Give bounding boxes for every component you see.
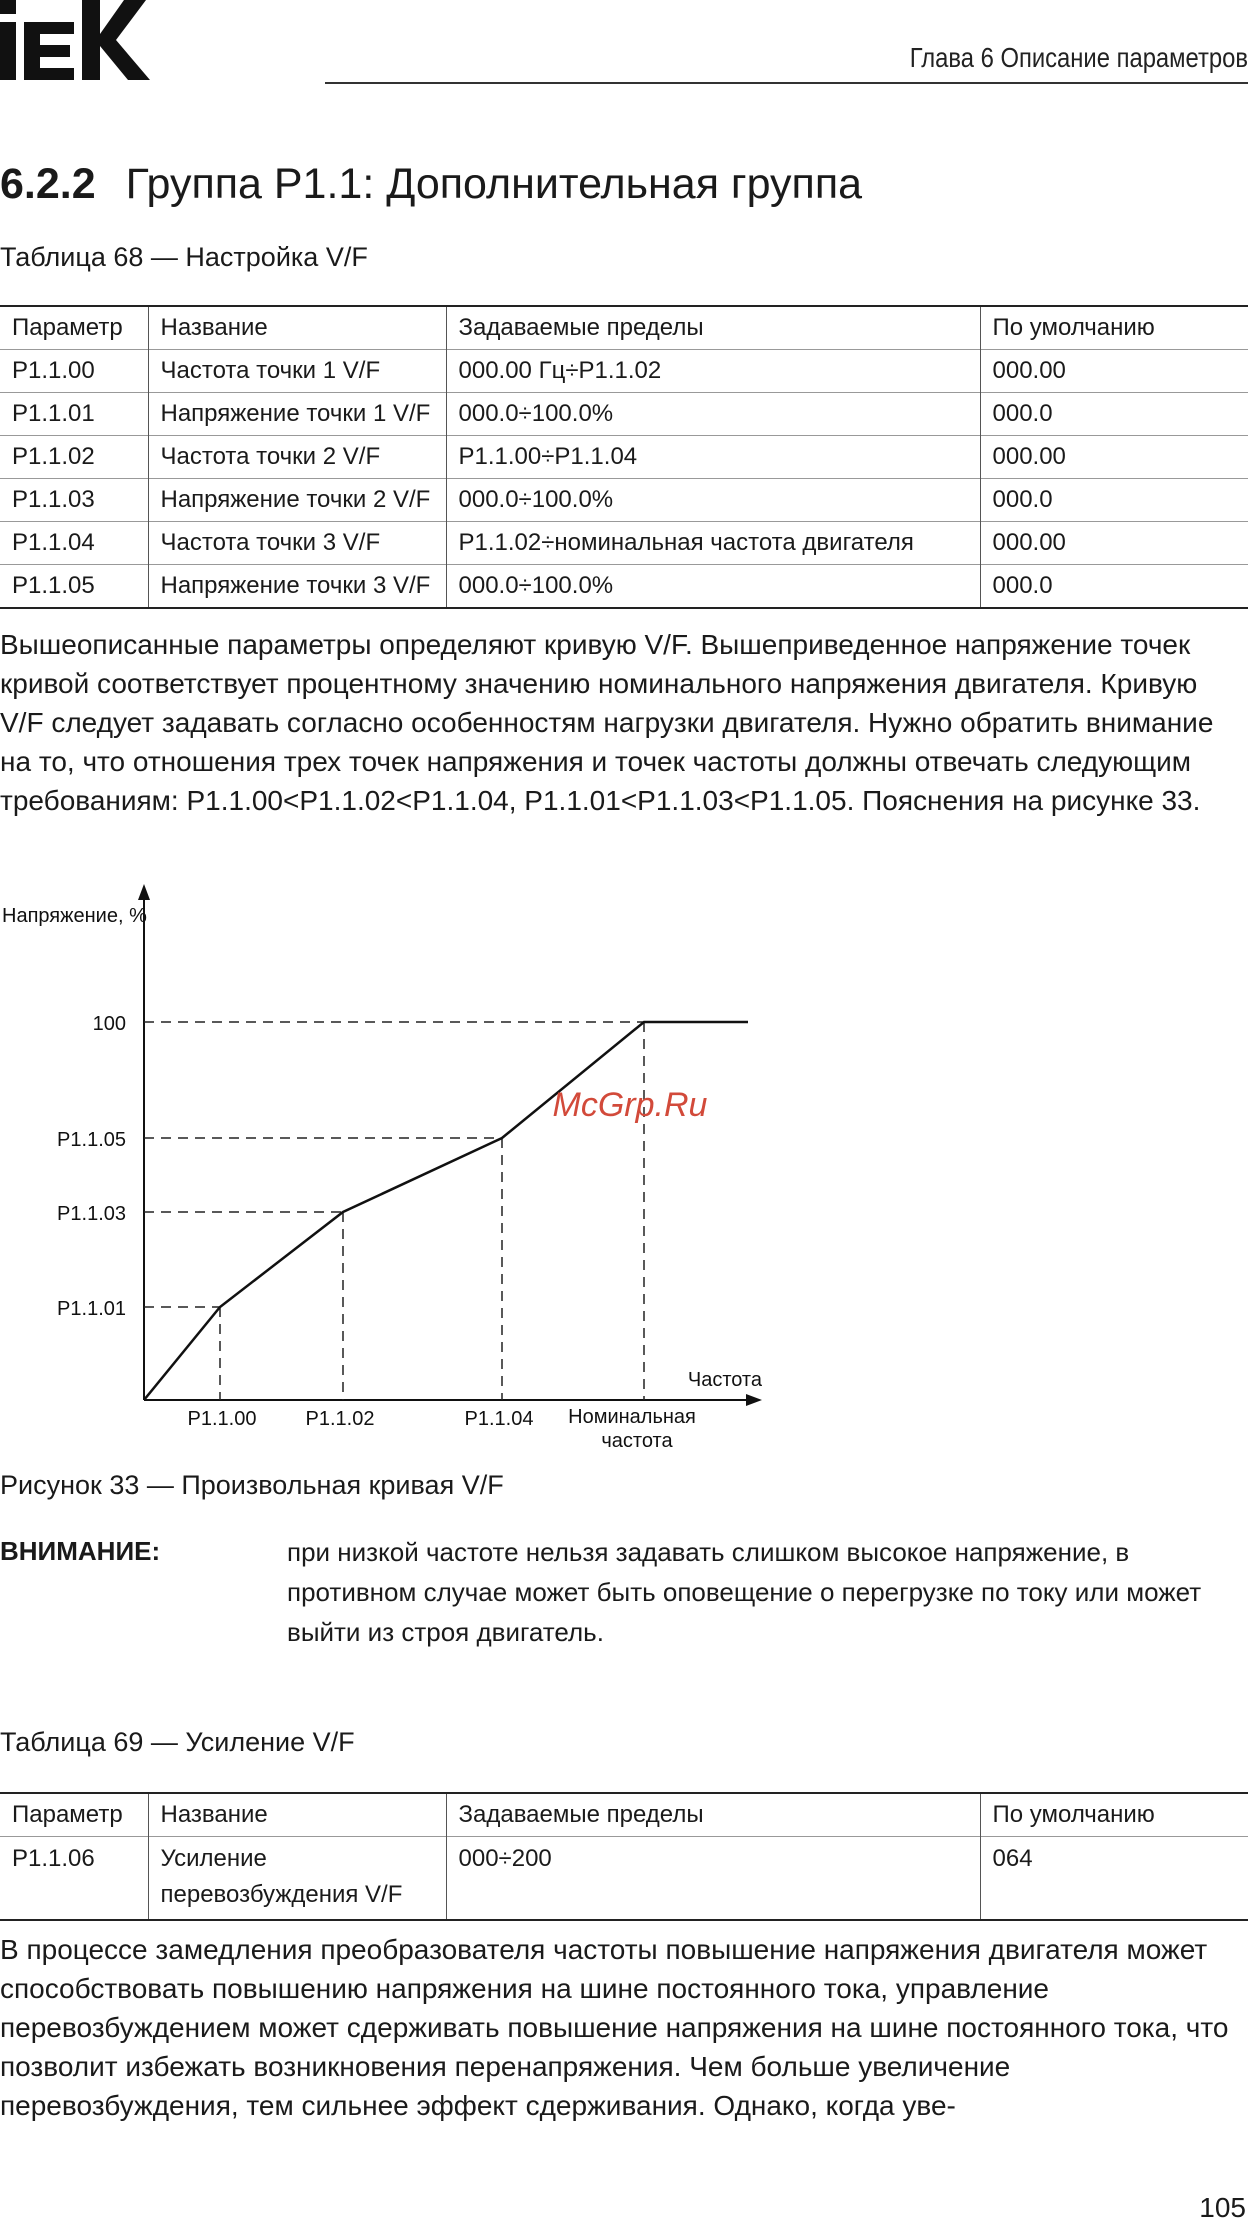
chapter-title: Глава 6 Описание параметров — [909, 42, 1248, 73]
column-header: Задаваемые пределы — [446, 306, 980, 350]
column-header: Название — [148, 306, 446, 350]
y-axis-label: Напряжение, % — [2, 905, 147, 927]
table-cell: 000.0÷100.0% — [446, 565, 980, 609]
table69-caption: Таблица 69 — Усиление V/F — [0, 1727, 355, 1757]
x-tick-label: P1.1.04 — [464, 1408, 534, 1430]
table-cell: 064 — [980, 1837, 1248, 1921]
dashed-guides — [144, 1022, 644, 1400]
watermark: McGrp.Ru — [552, 1086, 708, 1124]
header-divider — [325, 82, 1248, 84]
table68 — [0, 305, 1248, 609]
table-row — [0, 393, 1248, 436]
warning-text: при низкой частоте нельзя задавать слишком высокое напряжение, в противном случае может быть оповещение о перегрузке по току или может выйти из строя двигатель. — [287, 1537, 1202, 1647]
table-cell: Усиление перевозбуждения V/F — [148, 1837, 446, 1921]
table-cell: P1.1.02÷номинальная частота двигателя — [446, 522, 980, 565]
x-axis-arrow — [746, 1394, 762, 1406]
column-header: По умолчанию — [980, 1793, 1248, 1837]
column-header: Параметр — [0, 1793, 148, 1837]
y-axis-arrow — [138, 884, 150, 900]
column-header: Задаваемые пределы — [446, 1793, 980, 1837]
table-row — [0, 565, 1248, 609]
table-cell: P1.1.01 — [0, 393, 148, 436]
y-tick-label: P1.1.01 — [57, 1298, 126, 1320]
table-cell: Напряжение точки 2 V/F — [148, 479, 446, 522]
x-tick-label: P1.1.00 — [187, 1408, 257, 1430]
table-cell: 000.00 — [980, 350, 1248, 393]
table-header-row — [0, 1793, 1248, 1837]
table69 — [0, 1792, 1248, 1921]
table-cell: P1.1.06 — [0, 1837, 148, 1921]
table-cell: P1.1.00 — [0, 350, 148, 393]
table-cell: Частота точки 1 V/F — [148, 350, 446, 393]
table-cell: Напряжение точки 3 V/F — [148, 565, 446, 609]
x-axis-label: Частота — [687, 1369, 762, 1391]
table-cell: 000.0 — [980, 393, 1248, 436]
table-cell: Частота точки 2 V/F — [148, 436, 446, 479]
table-cell: 000.0÷100.0% — [446, 479, 980, 522]
x-tick-label: Номинальная — [568, 1406, 696, 1428]
table-cell: 000.0÷100.0% — [446, 393, 980, 436]
vf-curve-line — [144, 1022, 748, 1400]
table-cell: 000.00 Гц÷P1.1.02 — [446, 350, 980, 393]
body-paragraph: Вышеописанные параметры определяют кривую V/F. Вышеприведенное напряжение точек кривой соответствует процентному значению номинального напряжения двигателя. Кривую V/F следует задавать согласно особенностям нагрузки двигателя. Нужно обратить внимание на то, что отношения трех точек напряжения и точек частоты должны отвечать следующим требованиям: P1.1.00<P1.1.02<P1.1.04, P1.1.01<P1.1.03<P1.1.05. Пояснения на рисунке 33. — [0, 629, 1214, 816]
table-row — [0, 350, 1248, 393]
y-tick-label: P1.1.05 — [57, 1129, 126, 1151]
y-tick-label: P1.1.03 — [57, 1203, 126, 1225]
x-tick-label: частота — [601, 1430, 673, 1452]
table-row — [0, 436, 1248, 479]
section-title: Группа P1.1: Дополнительная группа — [125, 160, 863, 208]
table-cell: 000.0 — [980, 565, 1248, 609]
x-tick-label: P1.1.02 — [305, 1408, 375, 1430]
vf-curve-figure — [0, 880, 780, 1460]
table68-caption: Таблица 68 — Настройка V/F — [0, 242, 368, 272]
figure-caption: Рисунок 33 — Произвольная кривая V/F — [0, 1470, 504, 1500]
table-row — [0, 479, 1248, 522]
warning-label: ВНИМАНИЕ: — [0, 1536, 161, 1566]
table-cell: P1.1.05 — [0, 565, 148, 609]
table-cell: Частота точки 3 V/F — [148, 522, 446, 565]
section-heading — [0, 160, 862, 209]
section-number: 6.2.2 — [0, 160, 96, 208]
table-row — [0, 522, 1248, 565]
table-cell: Напряжение точки 1 V/F — [148, 393, 446, 436]
table-cell: 000.00 — [980, 436, 1248, 479]
body-paragraph: В процессе замедления преобразователя частоты повышение напряжения двигателя может способствовать повышению напряжения на шине постоянного тока, управление перевозбуждением может сдерживать повышение напряжения на шине постоянного тока, что позволит избежать возникновения перенапряжения. Чем больше увеличение перевозбуждения, тем сильнее эффект сдерживания. Однако, когда уве- — [0, 1934, 1229, 2121]
table-row — [0, 1837, 1248, 1921]
column-header: Параметр — [0, 306, 148, 350]
table-cell: 000.0 — [980, 479, 1248, 522]
table-cell: 000.00 — [980, 522, 1248, 565]
y-tick-label: 100 — [92, 1013, 126, 1035]
table-cell: P1.1.00÷P1.1.04 — [446, 436, 980, 479]
table-cell: P1.1.03 — [0, 479, 148, 522]
table-header-row — [0, 306, 1248, 350]
column-header: Название — [148, 1793, 446, 1837]
iek-logo — [0, 0, 164, 80]
table-cell: 000÷200 — [446, 1837, 980, 1921]
page-number: 105 — [1199, 2192, 1246, 2223]
table-cell: P1.1.02 — [0, 436, 148, 479]
column-header: По умолчанию — [980, 306, 1248, 350]
table-cell: P1.1.04 — [0, 522, 148, 565]
